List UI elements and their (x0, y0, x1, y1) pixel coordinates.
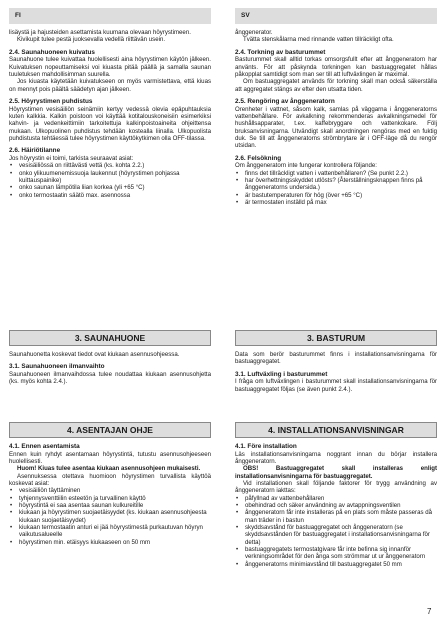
section-heading: 2.4. Torkning av basturummet (235, 48, 326, 56)
list-item: • kiukaan termostaatin anturi ei jää höyrystimestä purkautuvan höyryn vaikutusalueelle (9, 524, 211, 539)
checklist (235, 495, 437, 568)
checklist (9, 487, 211, 546)
section-heading: 3.1. Luftväxling i basturummet (235, 370, 328, 378)
intro-line: Kivikupit tulee pestä juoksevalla vedellä riittävän usein. (17, 36, 166, 44)
list-item: • obehindrad och säker användning av avtappningsventilen (235, 502, 437, 509)
section-heading: 4.1. Före installation (235, 443, 297, 450)
paragraph: Data som berör basturummet finns i installationsanvisningarna för bastuaggregatet. (235, 351, 437, 366)
paragraph: Läs installationsanvisningarna noggrant innan du börjar installera ånggeneratorn. (235, 450, 437, 465)
notice: Huom! Kiuas tulee asentaa kiukaan asennusohjeen mukaisesti. (17, 465, 201, 473)
list-item: • påfyllnad av vattenbehållaren (235, 495, 437, 502)
language-code: SV (241, 12, 250, 19)
paragraph: Jos kiuasta käytetään kuivatukseen on myös varmistettava, että kiuas on mennyt pois päältä säädetyn ajan jälkeen. (9, 78, 211, 93)
swedish-section-4 (235, 422, 437, 568)
section-heading: 2.5. Höyrystimen puhdistus (9, 98, 93, 105)
chapter-heading: 4. INSTALLATIONSANVISNINGAR (235, 422, 437, 438)
list-item: • skyddsavstånd för bastuaggregatet och ånggeneratorn (se skyddsavstånden för bastuaggregatet i installationsanvisningarna för detta) (235, 524, 437, 546)
paragraph: Asennuksessa otettava huomioon höyrystimen turvallista käyttöä koskevat asiat: (9, 472, 211, 487)
list-item: • kiukaan ja höyrystimen suojaetäisyydet (ks. kiukaan asennusohjeesta kiukaan suojaetäisyydet) (9, 509, 211, 524)
list-item: • bastuaggregatets termostatgivare får inte befinna sig innanför verkningsområdet för den ånga som strömmar ut ur ånggeneratorn (235, 546, 437, 561)
finnish-section-3 (9, 330, 211, 386)
list-item: • onko ylikuumenemissuoja laukennut (höyrystimen pohjassa kuittauspainike) (9, 170, 211, 185)
section-heading: 3.1. Saunahuoneen ilmanvaihto (9, 363, 105, 371)
swedish-section-3 (235, 330, 437, 393)
paragraph: Höyrystimen vesisäiliön seinämiin kertyy vedessä olevia epäpuhtauksia kuten kalkkia. Kalkin poistoon voi käyttää kotitalouskoneisiin esimerkiksi kahvin- ja vedenkeittimiin tarkoitettuja kalkinpoistoaineita ohjeittensa mukaan. Ulkopuolinen puhdistus tehdään kostealla liinalla. Ulkopuolista puhdistusta tehtäessä tulee höyrystimen käyttökytkimen olla OFF-tilassa. (9, 105, 211, 142)
section-heading: 2.6. Felsökning (235, 154, 282, 162)
list-item: • onko saunan lämpötila liian korkea (yli +65 °C) (9, 184, 211, 191)
list-item: • vesisäiliössä on riittävästi vettä (ks. kohta 2.2.) (9, 162, 211, 169)
language-header-sv (235, 8, 437, 24)
section-heading: 2.4. Saunahuoneen kuivatus (9, 48, 95, 56)
language-header-fi (9, 8, 211, 24)
list-item: • ånggeneratorns minimiavstånd till bastuaggregatet 50 mm (235, 561, 437, 568)
list-item: • är termostaten inställd på max (235, 199, 437, 206)
list-item: • ånggeneratorn får inte installeras på en plats som måste passeras då man träder in i bastun (235, 509, 437, 524)
intro-line: ånggenerator. (235, 29, 273, 36)
list-item: • har överhettningsskyddet utlösts? (Återställningsknappen finns på ånggeneratorns undersida.) (235, 177, 437, 192)
section-heading: 2.6. Häiriötilanne (9, 147, 61, 155)
chapter-heading: 3. SAUNAHUONE (9, 330, 211, 346)
list-item: • är bastutemperaturen för hög (över +65 °C) (235, 192, 437, 199)
paragraph: Basturummet skall alltid torkas omsorgsfullt efter att ånggeneratorn har använts. För att påskynda torkningen kan bastuaggregatet hållas påkopplat samtidigt som man ser till att luftväxlingen är maximal. (235, 56, 437, 78)
page-number: 7 (427, 607, 432, 616)
list-item: • höyrystintä ei saa asentaa saunan kulkureitille (9, 502, 211, 509)
paragraph: Saunahuone tulee kuivattaa huolellisesti aina höyrystimen käytön jälkeen. Kuivatuksen nopeuttamiseksi voi kiuasta pitää päällä ja samalla saunan tuuletuksen mahdollisimman suurella. (9, 56, 211, 78)
list-item: • vesisäiliön täyttäminen (9, 487, 211, 494)
swedish-column (235, 29, 437, 206)
chapter-heading: 4. ASENTAJAN OHJE (9, 422, 211, 438)
intro-line: lisäystä ja hajusteiden asettamista kuumana olevaan höyrystimeen. (9, 29, 191, 36)
intro-line: Tvätta stenskålarna med rinnande vatten tillräckligt ofta. (243, 36, 394, 44)
section-heading: 2.5. Rengöring av ånggeneratorn (235, 98, 335, 105)
list-item: • finns det tillräckligt vatten i vattenbehållaren? (Se punkt 2.2.) (235, 170, 437, 177)
paragraph: Om bastuaggregatet används för torkning skall man också säkerställa att aggregatet stängs av efter den utsatta tiden. (235, 78, 437, 93)
paragraph: Ennen kuin ryhdyt asentamaan höyrystintä, tutustu asennusohjeeseen huolellisesti. (9, 450, 211, 465)
paragraph: Jos höyrystin ei toimi, tarkista seuraavat asiat: (9, 154, 134, 162)
section-heading: 4.1. Ennen asentamista (9, 443, 80, 450)
checklist (235, 170, 437, 207)
paragraph: Om ånggeneratorn inte fungerar kontrollera följande: (235, 162, 377, 170)
paragraph: I fråga om luftväxlingen i basturummet skall installationsanvisningarna för bastuaggregatet följas (se även punkt 2.4.). (235, 378, 437, 393)
language-code: FI (15, 12, 21, 19)
checklist (9, 162, 211, 199)
paragraph: Vid installationen skall följande faktorer för trygg användning av ånggeneratorn iakttas: (235, 479, 437, 495)
list-item: • onko termostaatin säätö max. asennossa (9, 192, 211, 199)
finnish-section-4 (9, 422, 211, 546)
list-item: • höyrystimen min. etäisyys kiukaaseen on 50 mm (9, 539, 211, 546)
finnish-column (9, 29, 211, 199)
notice: OBS! Bastuaggregatet skall installeras enligt installationsanvisningarna för bastuaggregatet. (235, 465, 437, 480)
list-item: • tyhjennysventtiilin esteetön ja turvallinen käyttö (9, 495, 211, 502)
paragraph: Saunahuonetta koskevat tiedot ovat kiukaan asennusohjeessa. (9, 351, 180, 358)
chapter-heading: 3. BASTURUM (235, 330, 437, 346)
paragraph: Saunahuoneen ilmanvaihdossa tulee noudattaa kiukaan asennusohjetta (ks. myös kohta 2.4.). (9, 370, 211, 386)
paragraph: Orenheter i vattnet, såsom kalk, samlas på väggarna i ånggeneratorns vattenbehållare. För avkalkning rekommenderas avkalkningsmedel för hushållsapparater, t.ex. kaffebryggare och vattenkokare. Följ bruksanvisningarna. Utvändigt skall anordningen rengöras med en fuktig duk. Se till att ånggeneratorns strömbrytare är i OFF-läge då du rengör utsidan. (235, 105, 437, 150)
